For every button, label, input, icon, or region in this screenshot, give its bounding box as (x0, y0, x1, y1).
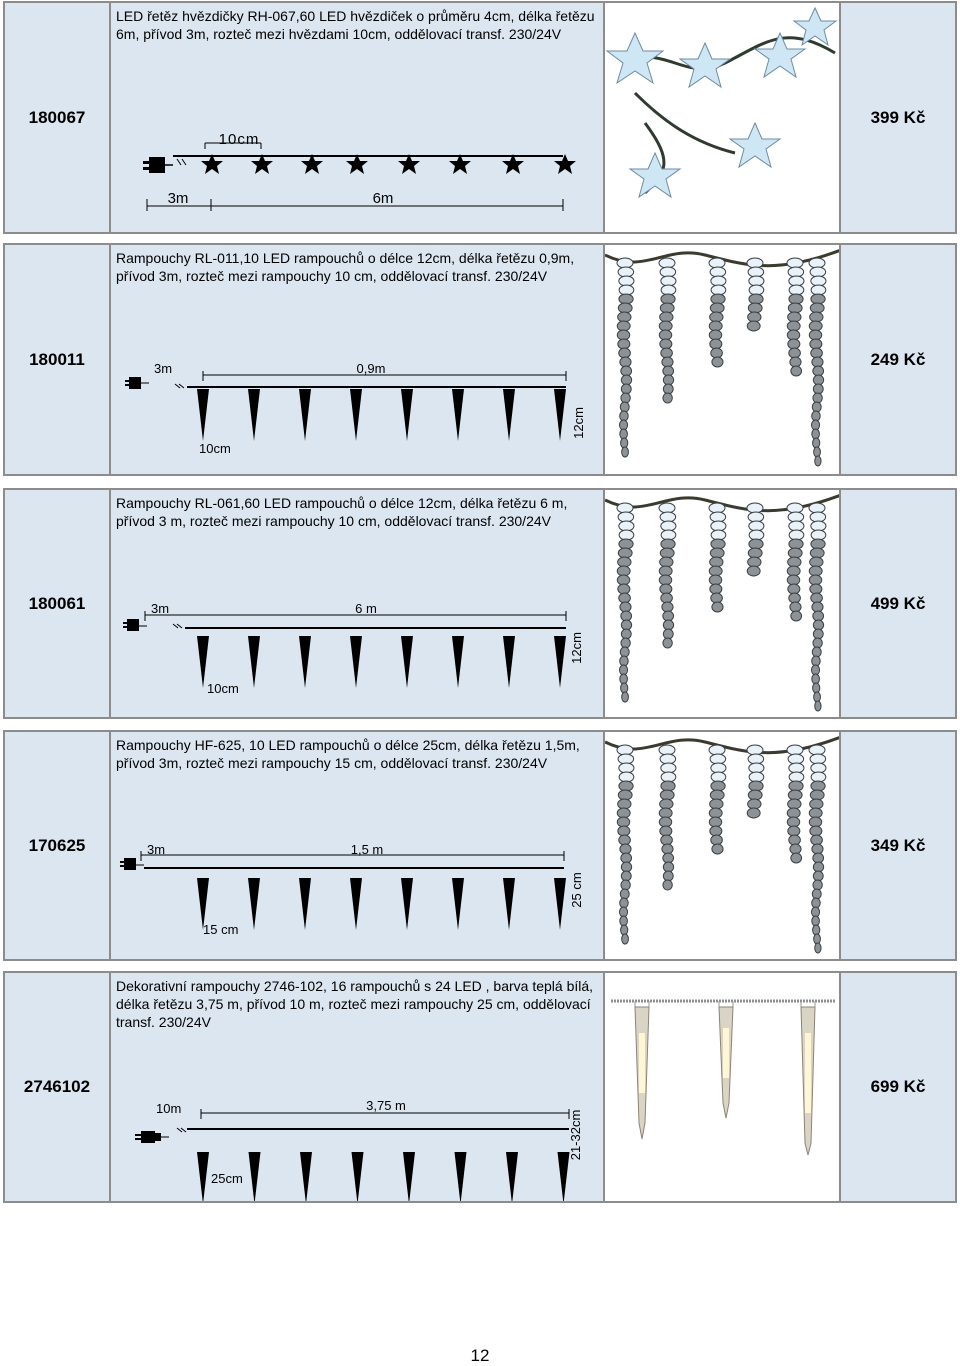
icicle-element (197, 389, 209, 441)
product-description: Dekorativní rampouchy 2746-102, 16 rampouchů s 24 LED , barva teplá bílá, délka řetězu 3,75 m, přívod 10 m, rozteč mezi rampouchy 25 cm, oddělovací transf. 230/24V (116, 978, 594, 1030)
product-code-cell (5, 490, 111, 717)
icicle-element (452, 878, 464, 930)
product-code: 180011 (29, 349, 85, 369)
icicle-spacing-label: 15 cm (203, 922, 239, 937)
product-price: 399 Kč (870, 107, 926, 127)
transformer-plug-icon (123, 619, 139, 631)
product-row-180067 (3, 1, 957, 234)
product-price: 249 Kč (870, 349, 926, 369)
product-description: Rampouchy RL-061,60 LED rampouchů o délce 12cm, délka řetězu 6 m, přívod 3 m, rozteč mezi rampouchy 10 cm, oddělovací transf. 230/24V (116, 495, 568, 529)
icicle-element (249, 1152, 261, 1201)
product-description-cell (111, 3, 605, 232)
product-price-cell (841, 490, 955, 717)
product-row-170625 (3, 730, 957, 961)
product-price-cell (841, 3, 955, 232)
product-description-cell (111, 732, 605, 959)
icicle-element (300, 1152, 312, 1201)
icicle-elements (197, 389, 566, 441)
transformer-plug-icon (143, 157, 165, 173)
product-photo (605, 245, 841, 474)
chain-length-label: 0,9m (356, 361, 386, 376)
icicle-element (350, 636, 362, 688)
product-price-cell (841, 245, 955, 474)
icicle-element (554, 636, 566, 688)
chain-length-label: 3,75 m (366, 1098, 406, 1113)
product-code-cell (5, 245, 111, 474)
product-code-cell (5, 973, 111, 1201)
icicle-element (503, 389, 515, 441)
product-photo (605, 973, 841, 1201)
icicle-height-label: 25 cm (569, 872, 584, 908)
icicle-element (503, 878, 515, 930)
product-price-cell (841, 973, 955, 1201)
icicle-lights-photo (605, 490, 841, 717)
star-spacing-label: 10cm (218, 131, 260, 148)
product-description-cell (111, 245, 605, 474)
icicle-element (554, 389, 566, 441)
product-description-cell (111, 973, 605, 1201)
warm-icicle-photo (605, 973, 841, 1201)
icicle-element (403, 1152, 415, 1201)
icicle-element (299, 389, 311, 441)
icicle-height-label: 12cm (569, 632, 584, 664)
icicle-diagram (111, 973, 605, 1201)
product-description: LED řetěz hvězdičky RH-067,60 LED hvězdiček o průměru 4cm, délka řetězu 6m, přívod 3m, rozteč mezi hvězdami 10cm, oddělovací transf. 230/24V (116, 8, 595, 42)
icicle-element (197, 1152, 209, 1201)
icicle-element (299, 878, 311, 930)
icicle-element (248, 878, 260, 930)
lead-length-label: 3m (167, 190, 189, 207)
product-description-cell (111, 490, 605, 717)
icicle-spacing-label: 10cm (207, 681, 239, 696)
product-price: 499 Kč (870, 593, 926, 613)
icicle-elements (197, 636, 566, 688)
product-row-180061 (3, 488, 957, 719)
star-lights-photo (605, 3, 841, 232)
lead-length-label: 10m (156, 1101, 182, 1116)
icicle-lights-photo (605, 245, 841, 474)
icicle-element (455, 1152, 467, 1201)
icicle-spacing-label: 25cm (211, 1171, 243, 1186)
lead-length-label: 3m (154, 361, 173, 376)
icicle-diagram (111, 732, 605, 959)
transformer-plug-icon (120, 858, 136, 870)
lead-length-label: 3m (151, 601, 170, 616)
product-code: 180061 (28, 593, 86, 613)
product-price: 349 Kč (870, 835, 926, 855)
product-price-cell (841, 732, 955, 959)
icicle-elements (197, 1152, 570, 1201)
page-number: 12 (470, 1346, 490, 1365)
icicle-element (401, 389, 413, 441)
product-description: Rampouchy RL-011,10 LED rampouchů o délce 12cm, délka řetězu 0,9m, přívod 3m, rozteč mezi rampouchy 10 cm, oddělovací transf. 230/24V (116, 250, 575, 284)
icicle-element (350, 878, 362, 930)
transformer-plug-icon (135, 1131, 161, 1143)
product-code-cell (5, 732, 111, 959)
icicle-height-label: 12cm (571, 407, 586, 439)
icicle-height-label: 21-32cm (568, 1109, 583, 1161)
product-code-cell (5, 3, 111, 232)
lead-length-label: 3m (147, 842, 166, 857)
product-code: 2746102 (23, 1077, 91, 1096)
icicle-element (401, 636, 413, 688)
chain-length-label: 1,5 m (350, 842, 384, 857)
product-code: 170625 (28, 835, 86, 855)
icicle-element (506, 1152, 518, 1201)
icicle-diagram (111, 490, 605, 717)
icicle-element (503, 636, 515, 688)
icicle-element (350, 389, 362, 441)
transformer-plug-icon (125, 377, 141, 389)
icicle-element (352, 1152, 364, 1201)
product-row-2746102 (3, 971, 957, 1203)
icicle-element (401, 878, 413, 930)
icicle-element (248, 389, 260, 441)
icicle-lights-photo (605, 732, 841, 959)
icicle-element (248, 636, 260, 688)
product-photo (605, 732, 841, 959)
icicle-element (299, 636, 311, 688)
product-code: 180067 (28, 107, 86, 127)
chain-length-label: 6m (372, 190, 394, 207)
product-photo (605, 3, 841, 232)
product-row-180011 (3, 243, 957, 476)
product-price: 699 Kč (870, 1077, 926, 1096)
chain-length-label: 6 m (355, 601, 377, 616)
star-chain-diagram (111, 3, 605, 232)
product-photo (605, 490, 841, 717)
icicle-diagram (111, 245, 605, 474)
icicle-element (452, 636, 464, 688)
icicle-spacing-label: 10cm (199, 441, 231, 456)
icicle-elements (197, 878, 566, 930)
icicle-element (452, 389, 464, 441)
product-description: Rampouchy HF-625, 10 LED rampouchů o délce 25cm, délka řetězu 1,5m, přívod 3m, rozteč mezi rampouchy 15 cm, oddělovací transf. 230/24V (116, 737, 580, 771)
icicle-element (554, 878, 566, 930)
